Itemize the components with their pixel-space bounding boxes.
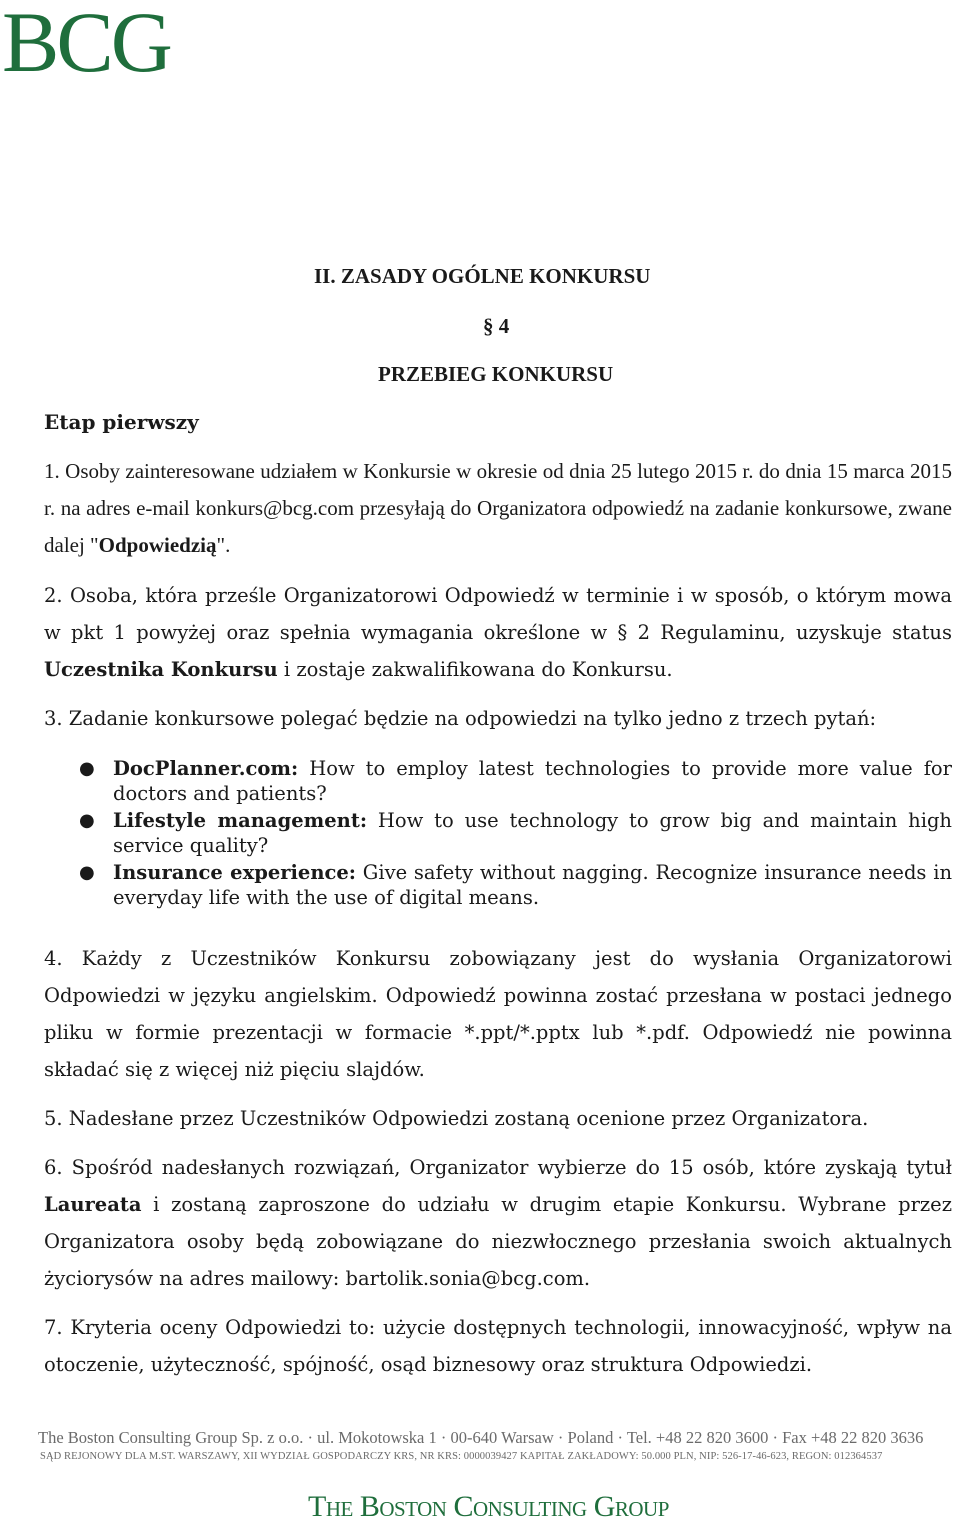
item-1-bold: Odpowiedzią	[98, 533, 217, 557]
item-5	[44, 1100, 952, 1137]
list-item	[44, 756, 952, 806]
item-6-text: 6. Spośród nadesłanych rozwiązań, Organizator wybierze do 15 osób, które zyskają tytuł	[44, 1156, 952, 1179]
paragraph-title: PRZEBIEG KONKURSU	[378, 362, 614, 386]
item-7	[44, 1309, 952, 1383]
item-1-tail: ".	[216, 533, 231, 557]
footer-brand-logo: The Boston Consulting Group	[308, 1490, 669, 1523]
item-3	[44, 700, 952, 737]
item-3-text: 3. Zadanie konkursowe polegać będzie na odpowiedzi na tylko jedno z trzech pytań:	[44, 707, 877, 730]
item-2-bold: Uczestnika Konkursu	[44, 658, 278, 681]
section-title: II. ZASADY OGÓLNE KONKURSU	[314, 264, 651, 288]
item-4-text: 4. Każdy z Uczestników Konkursu zobowiązany jest do wysłania Organizatorowi Odpowiedzi w języku angielskim. Odpowiedź powinna zostać przesłana w postaci jednego pliku w formie prezentacji w formacie *.ppt/*.pptx lub *.pdf. Odpowiedź nie powinna składać się z więcej niż pięciu slajdów.	[44, 947, 952, 1081]
item-2-tail: i zostaje zakwalifikowana do Konkursu.	[277, 658, 673, 681]
footer-registration: SĄD REJONOWY DLA M.ST. WARSZAWY, XII WYDZIAŁ GOSPODARCZY KRS, NR KRS: 0000039427 KAPITAŁ ZAKŁADOWY: 50.000 PLN, NIP: 526-17-46-623, REGON: 012364537	[40, 1451, 883, 1462]
bullet-bold: Insurance experience:	[113, 861, 356, 884]
item-2	[44, 577, 952, 688]
bullet-icon: ●	[79, 862, 95, 883]
item-1-text: 1. Osoby zainteresowane udziałem w Konkursie w okresie od dnia 25 lutego 2015 r. do dnia 15 marca 2015 r. na adres e-mail konkurs@bcg.com przesyłają do Organizatora odpowiedź na zadanie konkursowe, zwane dalej "	[44, 459, 952, 557]
stage-heading: Etap pierwszy	[44, 410, 199, 434]
item-6-tail: i zostaną zaproszone do udziału w drugim etapie Konkursu. Wybrane przez Organizatora osoby będą zobowiązane do niezwłocznego przesłania swoich aktualnych życiorysów na adres mailowy: bartolik.sonia@bcg.com.	[44, 1193, 952, 1290]
item-4	[44, 940, 952, 1088]
list-item	[44, 860, 952, 910]
item-6-bold: Laureata	[44, 1193, 142, 1216]
paragraph-sign: § 4	[483, 314, 510, 338]
bcg-logo: BCG	[2, 0, 170, 90]
bullet-text: How to employ latest technologies to provide more value for doctors and patients?	[113, 757, 952, 805]
item-6	[44, 1149, 952, 1297]
item-5-text: 5. Nadesłane przez Uczestników Odpowiedzi zostaną ocenione przez Organizatora.	[44, 1107, 869, 1130]
footer-address: The Boston Consulting Group Sp. z o.o. · ul. Mokotowska 1 · 00-640 Warsaw · Poland · Tel. +48 22 820 3600 · Fax +48 22 820 3636	[38, 1428, 924, 1447]
bullet-text: Give safety without nagging. Recognize insurance needs in everyday life with the use of digital means.	[113, 861, 952, 909]
bullet-bold: DocPlanner.com:	[113, 757, 299, 780]
list-item	[44, 808, 952, 858]
item-2-text: 2. Osoba, która prześle Organizatorowi Odpowiedź w terminie i w sposób, o którym mowa w pkt 1 powyżej oraz spełnia wymagania określone w § 2 Regulaminu, uzyskuje status	[44, 584, 952, 644]
bullet-icon: ●	[79, 810, 95, 831]
item-1	[44, 453, 952, 564]
question-list	[44, 756, 952, 912]
bullet-bold: Lifestyle management:	[113, 809, 368, 832]
item-7-text: 7. Kryteria oceny Odpowiedzi to: użycie dostępnych technologii, innowacyjność, wpływ na otoczenie, użyteczność, spójność, osąd biznesowy oraz struktura Odpowiedzi.	[44, 1316, 952, 1376]
bullet-text: How to use technology to grow big and maintain high service quality?	[113, 809, 952, 857]
bullet-icon: ●	[79, 758, 95, 779]
